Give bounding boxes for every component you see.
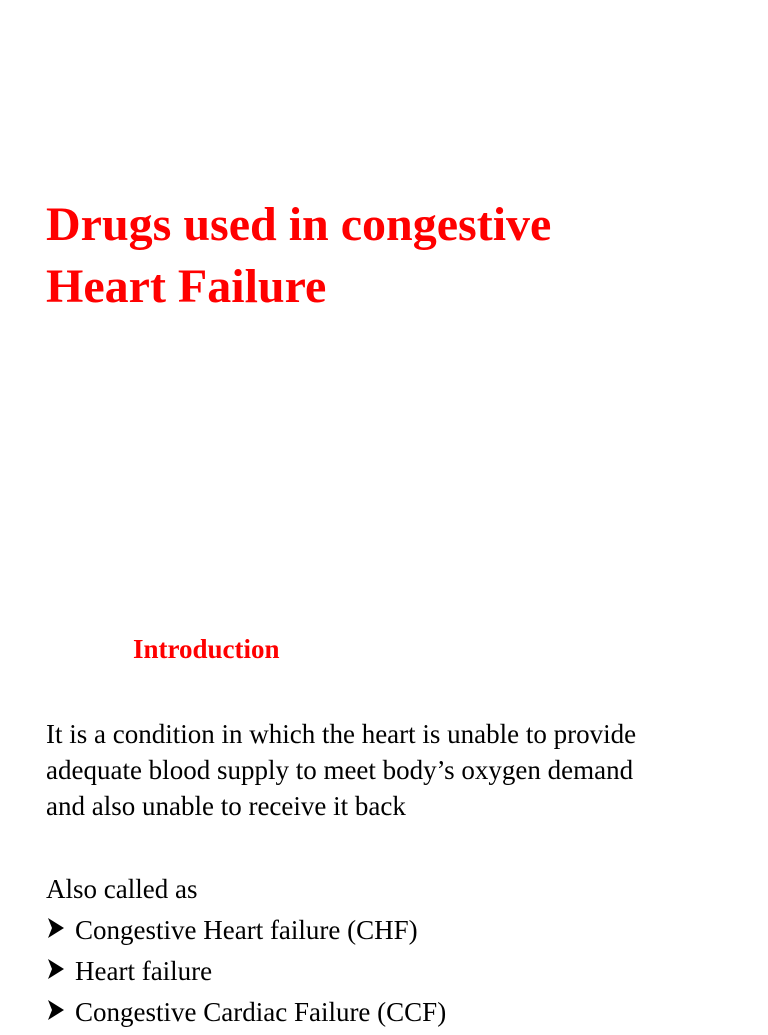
definition-paragraph [46,716,636,824]
title-line-2: Heart Failure [46,260,327,313]
arrow-bullet-icon [46,957,66,981]
list-item [46,953,446,994]
also-called-label: Also called as [46,874,198,904]
list-item [46,912,446,953]
introduction-heading: Introduction [133,634,280,664]
arrow-bullet-icon [46,998,66,1022]
list-item-label: Congestive Heart failure (CHF) [75,915,418,945]
list-item [46,994,446,1035]
slide-title [46,194,551,318]
definition-line-1: It is a condition in which the heart is unable to provide [46,719,637,749]
list-item-label: Heart failure [75,956,213,986]
list-item-label: Congestive Cardiac Failure (CCF) [75,997,447,1027]
definition-line-3: and also unable to receive it back [46,791,406,821]
synonym-list [46,912,446,1035]
definition-line-2: adequate blood supply to meet body’s oxygen demand [46,755,634,785]
arrow-bullet-icon [46,916,66,940]
title-line-1: Drugs used in congestive [46,198,552,251]
